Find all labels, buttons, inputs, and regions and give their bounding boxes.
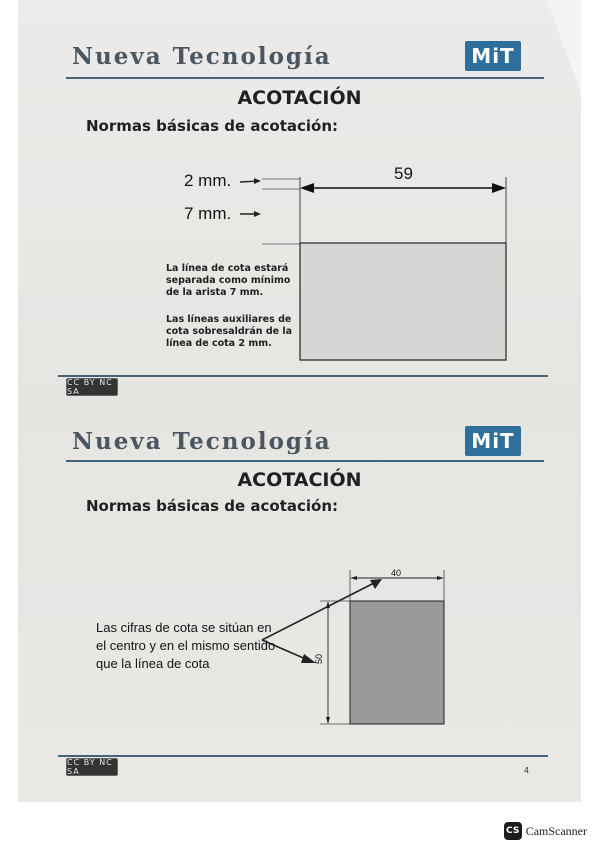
note-extension-lines: Las líneas auxiliares de cota sobresaldrán de la línea de cota 2 mm.: [166, 314, 293, 349]
dimension-diagram-2: [18, 418, 581, 802]
camscanner-watermark: [504, 822, 587, 840]
dimension-value-50: 50: [314, 653, 325, 665]
dimension-value-59: 59: [394, 164, 413, 183]
dimension-value-40: 40: [391, 568, 402, 578]
dimension-line-50: [326, 601, 330, 724]
camscanner-label: CamScanner: [525, 823, 587, 838]
dimensioned-shape: [300, 243, 506, 360]
brand-logo: MiT: [465, 41, 521, 71]
label-2mm-arrow: [240, 178, 261, 184]
note-line-distance: La línea de cota estará separada como mínimo de la arista 7 mm.: [166, 263, 291, 298]
note-dimension-figures: Las cifras de cota se sitúan en el centro y en el mismo sentido que la línea de cota: [96, 620, 276, 671]
label-7mm: 7 mm.: [184, 204, 232, 223]
slide-subtitle: Normas básicas de acotación:: [86, 497, 339, 515]
cc-license-badge: CC BY NC SA: [66, 378, 118, 396]
slide-1: [18, 25, 581, 405]
dimension-line-59: [300, 183, 506, 193]
brand-title: Nueva Tecnología: [72, 43, 332, 70]
page-number: 4: [523, 766, 529, 775]
slide-title: ACOTACIÓN: [237, 469, 362, 491]
slide-2: [18, 418, 581, 802]
cc-license-badge: CC BY NC SA: [66, 758, 118, 776]
camscanner-icon: CS: [504, 822, 522, 840]
footer-rule: [58, 375, 548, 377]
dimensioned-shape: [350, 601, 444, 724]
footer-rule: [58, 755, 548, 757]
label-2mm: 2 mm.: [184, 171, 232, 190]
dimension-diagram-1: [18, 25, 581, 405]
slide-title: ACOTACIÓN: [237, 87, 362, 109]
brand-title: Nueva Tecnología: [72, 428, 332, 455]
slide-subtitle: Normas básicas de acotación:: [86, 117, 339, 135]
label-7mm-arrow: [240, 211, 261, 217]
brand-logo: MiT: [465, 426, 521, 456]
